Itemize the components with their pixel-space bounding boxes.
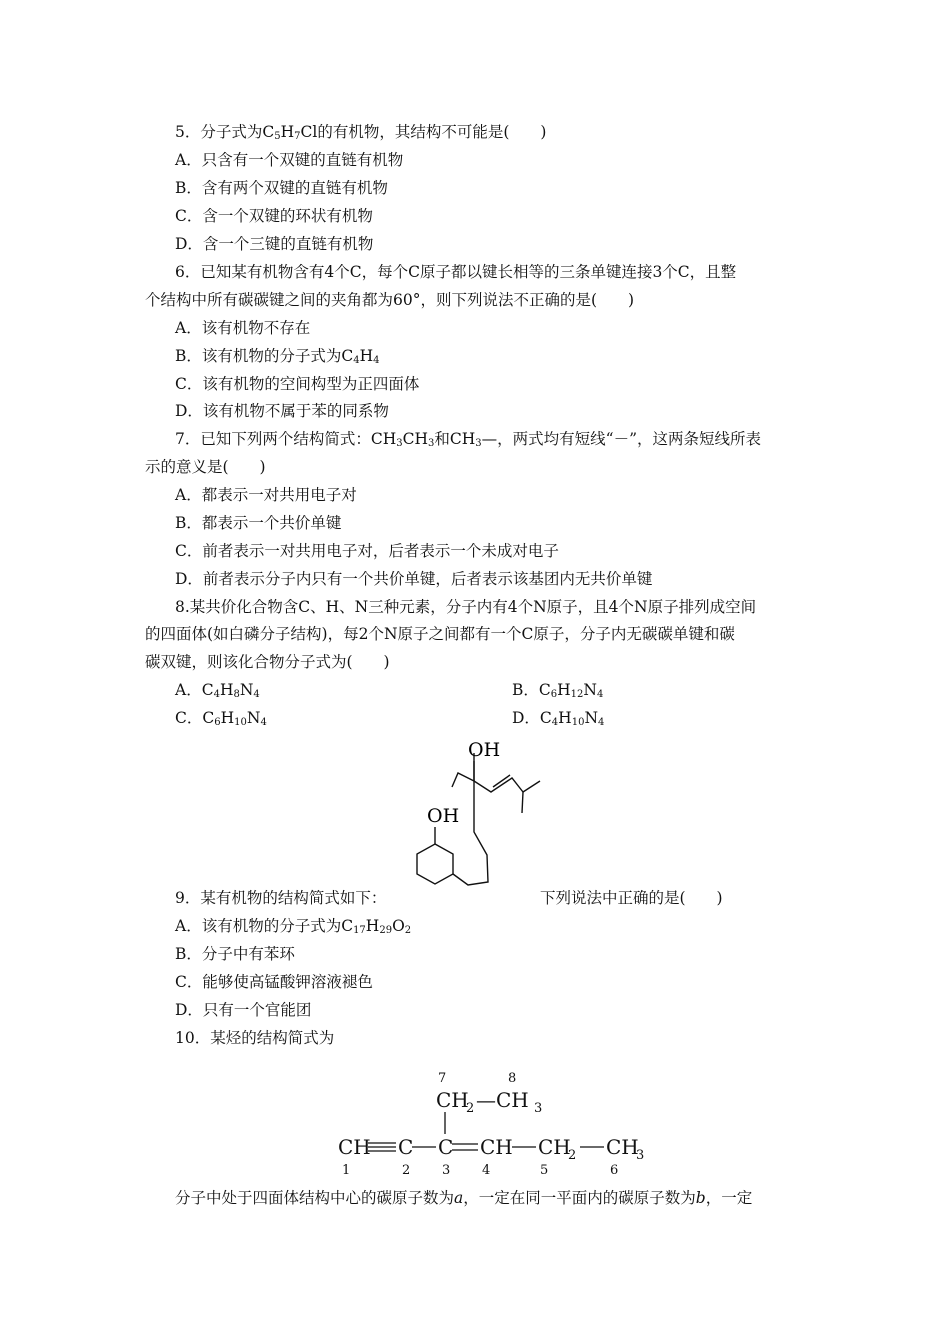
- q8-option-d: [512, 708, 604, 728]
- main-sub: 2: [568, 1148, 577, 1163]
- q8-stem-line3: 碳双键，则该化合物分子式为( ): [145, 653, 390, 671]
- q10-formula-text: [338, 1071, 644, 1178]
- q8-c-text: C．C: [175, 709, 215, 727]
- q8-sub: 4: [213, 689, 220, 700]
- main-ch3: CH: [606, 1135, 639, 1159]
- q8-sub: 6: [214, 717, 221, 728]
- q5-stem-text: 5．分子式为C: [175, 123, 275, 141]
- q5-sub: 5: [274, 131, 281, 142]
- q9-a-text: H: [365, 917, 380, 935]
- q8-c-text: H: [220, 709, 235, 727]
- q9-sub: 2: [404, 925, 412, 936]
- q7-sub: 3: [396, 438, 403, 449]
- main-c2: C: [438, 1135, 454, 1159]
- main-ch: CH: [338, 1135, 371, 1159]
- carbon-number-5: 5: [540, 1163, 549, 1178]
- q8-stem-line1: 8.某共价化合物含C、H、N三种元素，分子内有4个N原子，且4个N原子排列成空间: [175, 598, 757, 616]
- q7-text: —，两式均有短线“－”，这两条短线所表: [481, 430, 762, 448]
- q8-sub: 10: [571, 717, 585, 728]
- q9-stem-right: 下列说法中正确的是( ): [540, 889, 723, 907]
- q5-stem-text: H: [280, 123, 295, 141]
- q5-option-a: A．只含有一个双键的直链有机物: [175, 151, 404, 169]
- q9-oh-top: OH: [468, 739, 501, 761]
- q9-option-b: B．分子中有苯环: [175, 945, 295, 963]
- q10-text: ，一定: [705, 1189, 753, 1207]
- q8-sub: 4: [598, 717, 605, 728]
- q7-text: 和CH: [434, 430, 476, 448]
- q6-option-c: C．该有机物的空间构型为正四面体: [175, 375, 420, 393]
- q6-option-b-text: H: [359, 347, 374, 365]
- q5-option-b: B．含有两个双键的直链有机物: [175, 179, 388, 197]
- branch-sub: 3: [534, 1101, 543, 1116]
- q9-sub: 29: [379, 925, 393, 936]
- q10-last-line: [175, 1188, 752, 1208]
- q8-d-text: D．C: [512, 709, 552, 727]
- q8-a-text: A．C: [175, 681, 214, 699]
- q8-c-text: N: [246, 709, 261, 727]
- q8-a-text: H: [219, 681, 234, 699]
- q9-a-text: O: [392, 917, 405, 935]
- carbon-number-8: 8: [508, 1071, 517, 1086]
- q8-sub: 6: [550, 689, 558, 700]
- q6-sub: 4: [373, 355, 380, 366]
- q6-option-b-text: B．该有机物的分子式为C: [175, 347, 354, 365]
- q8-option-a: [175, 680, 260, 700]
- q8-sub: 4: [551, 717, 559, 728]
- q7-sub: 3: [428, 438, 435, 449]
- q8-sub: 4: [596, 689, 604, 700]
- q10-text: ，一定在同一平面内的碳原子数为: [463, 1189, 696, 1207]
- q6-option-b: [175, 346, 380, 366]
- q6-option-a: A．该有机物不存在: [175, 319, 311, 337]
- cyclohexane-ring: [417, 844, 453, 884]
- q7-text: 7．已知下列两个结构简式：CH: [175, 430, 397, 448]
- q10-structure-formula: [330, 1062, 670, 1180]
- q6-sub: 4: [353, 355, 360, 366]
- q8-d-text: H: [558, 709, 572, 727]
- q9-stem-left: 9．某有机物的结构简式如下：: [175, 889, 387, 907]
- q10-stem: 10．某烃的结构简式为: [175, 1029, 335, 1047]
- q8-sub: 12: [570, 689, 584, 700]
- q8-sub: 4: [260, 717, 267, 728]
- carbon-number-2: 2: [402, 1163, 411, 1178]
- branch-sub: 2: [466, 1101, 475, 1116]
- q7-option-a: A．都表示一对共用电子对: [175, 486, 357, 504]
- q5-stem: [175, 122, 546, 142]
- main-c1: C: [398, 1135, 414, 1159]
- q10-text: 分子中处于四面体结构中心的碳原子数为: [175, 1189, 455, 1207]
- branch-ch3: —CH: [476, 1088, 529, 1112]
- main-sub: 3: [636, 1148, 645, 1163]
- branch-ch: CH: [436, 1088, 469, 1112]
- q5-option-d: D．含一个三键的直链有机物: [175, 235, 374, 253]
- q7-text: CH: [402, 430, 429, 448]
- q8-sub: 10: [234, 717, 247, 728]
- q9-option-a: [175, 916, 411, 936]
- q10-var-a: a: [454, 1189, 464, 1207]
- q6-option-d: D．该有机物不属于苯的同系物: [175, 402, 389, 420]
- carbon-number-1: 1: [342, 1163, 351, 1178]
- carbon-number-6: 6: [610, 1163, 619, 1178]
- q8-a-text: N: [239, 681, 254, 699]
- q9-option-d: D．只有一个官能团: [175, 1001, 312, 1019]
- main-ch-b: CH: [538, 1135, 571, 1159]
- q6-stem-line1: 6．已知某有机物含有4个C，每个C原子都以键长相等的三条单键连接3个C，且整: [175, 263, 737, 281]
- q9-a-text: A．该有机物的分子式为C: [175, 917, 354, 935]
- q5-sub: 7: [294, 131, 301, 142]
- q7-option-b: B．都表示一个共价单键: [175, 514, 342, 532]
- q8-b-text: B．C: [512, 681, 551, 699]
- q9-option-c: C．能够使高锰酸钾溶液褪色: [175, 973, 373, 991]
- q9-sub: 17: [353, 925, 366, 936]
- q5-stem-text: Cl的有机物，其结构不可能是( ): [300, 123, 547, 141]
- q7-option-c: C．前者表示一对共用电子对，后者表示一个未成对电子: [175, 542, 559, 560]
- q7-stem-line2: 示的意义是( ): [145, 458, 266, 476]
- q8-stem-line2: 的四面体(如白磷分子结构)，每2个N原子之间都有一个C原子，分子内无碳碳单键和碳: [145, 625, 735, 643]
- q9-structure-diagram: [400, 735, 550, 905]
- carbon-number-4: 4: [482, 1163, 491, 1178]
- q8-sub: 8: [233, 689, 240, 700]
- q10-var-b: b: [695, 1189, 706, 1207]
- carbon-number-3: 3: [442, 1163, 451, 1178]
- q7-sub: 3: [475, 438, 482, 449]
- main-ch: CH: [480, 1135, 513, 1159]
- q8-b-text: N: [583, 681, 597, 699]
- q8-d-text: N: [584, 709, 598, 727]
- q9-oh-left: OH: [427, 805, 460, 827]
- carbon-number-7: 7: [438, 1071, 447, 1086]
- q6-stem-line2: 个结构中所有碳碳键之间的夹角都为60°，则下列说法不正确的是( ): [145, 291, 635, 309]
- q8-option-c: [175, 708, 267, 728]
- q8-option-b: [512, 680, 603, 700]
- q8-sub: 4: [253, 689, 260, 700]
- q8-b-text: H: [557, 681, 571, 699]
- q7-stem-line1: [175, 429, 761, 449]
- q5-option-c: C．含一个双键的环状有机物: [175, 207, 373, 225]
- q7-option-d: D．前者表示分子内只有一个共价单键，后者表示该基团内无共价单键: [175, 570, 653, 588]
